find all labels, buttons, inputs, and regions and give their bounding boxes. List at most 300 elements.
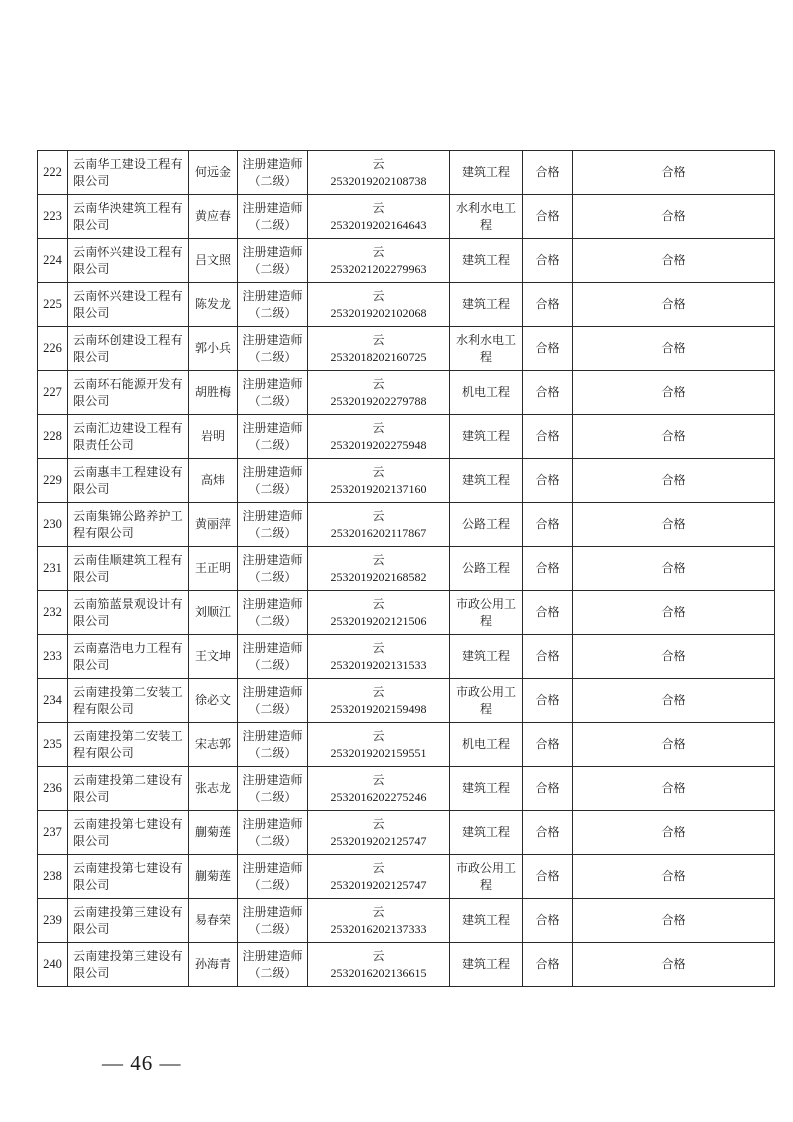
company-cell-text: 云南汇边建设工程有 (73, 420, 183, 435)
row-number-cell (38, 635, 68, 679)
result-cell-text: 合格 (535, 737, 560, 751)
final-result-cell (573, 635, 775, 679)
certificate-number-cell-text: 2532019202102068 (330, 305, 427, 320)
certificate-number-cell-text: 云 (372, 156, 385, 171)
company-cell-text: 云南建投第二安装工 (73, 684, 183, 699)
qualification-cell (238, 503, 308, 547)
row-number-cell-text: 223 (43, 209, 62, 223)
person-name-cell-text: 刘顺江 (194, 605, 231, 619)
row-number-cell (38, 371, 68, 415)
row-number-cell-text: 237 (43, 825, 62, 839)
person-name-cell (189, 547, 238, 591)
result-cell (523, 811, 573, 855)
result-cell (523, 327, 573, 371)
row-number-cell-text: 240 (43, 957, 62, 971)
result-cell-text: 合格 (535, 913, 560, 927)
qualification-cell-text: 注册建造师 (242, 464, 303, 479)
final-result-cell (573, 371, 775, 415)
certificate-number-cell-text: 2532019202125747 (330, 833, 427, 848)
specialty-cell (450, 195, 523, 239)
specialty-cell-text: 市政公用工 (455, 596, 516, 611)
specialty-cell (450, 459, 523, 503)
result-cell-text: 合格 (535, 517, 560, 531)
company-cell-text: 限公司 (73, 965, 110, 980)
final-result-cell-text: 合格 (661, 253, 686, 267)
result-cell (523, 415, 573, 459)
company-cell (68, 503, 189, 547)
certificate-number-cell-text: 2532019202159498 (330, 701, 427, 716)
specialty-cell (450, 239, 523, 283)
row-number-cell-text: 238 (43, 869, 62, 883)
certificate-number-cell (308, 899, 450, 943)
table-row (38, 415, 775, 459)
row-number-cell-text: 231 (43, 561, 62, 575)
company-cell-text: 云南怀兴建设工程有 (73, 244, 183, 259)
final-result-cell-text: 合格 (661, 957, 686, 971)
qualification-cell (238, 855, 308, 899)
row-number-cell (38, 943, 68, 987)
certificate-number-cell-text: 云 (372, 596, 385, 611)
qualification-cell (238, 415, 308, 459)
company-cell (68, 547, 189, 591)
person-name-cell-text: 宋志郭 (194, 737, 231, 751)
person-name-cell (189, 679, 238, 723)
person-name-cell (189, 195, 238, 239)
row-number-cell (38, 899, 68, 943)
person-name-cell (189, 371, 238, 415)
certificate-number-cell (308, 855, 450, 899)
certificate-number-cell-text: 云 (372, 420, 385, 435)
qualification-cell (238, 899, 308, 943)
specialty-cell-text: 公路工程 (461, 561, 510, 575)
person-name-cell-text: 徐必文 (194, 693, 231, 707)
certificate-number-cell (308, 679, 450, 723)
qualification-cell-text: 注册建造师 (242, 376, 303, 391)
table-row (38, 943, 775, 987)
qualification-cell-text: （二级） (248, 921, 297, 936)
person-name-cell-text: 张志龙 (194, 781, 231, 795)
roster-table (37, 150, 775, 987)
person-name-cell (189, 635, 238, 679)
row-number-cell-text: 226 (43, 341, 62, 355)
row-number-cell (38, 239, 68, 283)
row-number-cell (38, 195, 68, 239)
final-result-cell (573, 767, 775, 811)
certificate-number-cell-text: 2532019202168582 (330, 569, 427, 584)
final-result-cell-text: 合格 (661, 385, 686, 399)
result-cell (523, 767, 573, 811)
qualification-cell-text: （二级） (248, 173, 297, 188)
final-result-cell (573, 943, 775, 987)
qualification-cell-text: 注册建造师 (242, 288, 303, 303)
qualification-cell-text: （二级） (248, 305, 297, 320)
specialty-cell-text: 公路工程 (461, 517, 510, 531)
certificate-number-cell (308, 283, 450, 327)
company-cell-text: 云南建投第三建设有 (73, 904, 183, 919)
qualification-cell-text: 注册建造师 (242, 244, 303, 259)
result-cell-text: 合格 (535, 781, 560, 795)
row-number-cell-text: 232 (43, 605, 62, 619)
company-cell-text: 云南环创建设工程有 (73, 332, 183, 347)
certificate-number-cell-text: 云 (372, 640, 385, 655)
table-row (38, 547, 775, 591)
table-row (38, 151, 775, 195)
specialty-cell (450, 547, 523, 591)
person-name-cell-text: 胡胜梅 (194, 385, 231, 399)
certificate-number-cell-text: 2532019202121506 (330, 613, 427, 628)
table-row (38, 855, 775, 899)
company-cell-text: 云南华工建设工程有 (73, 156, 183, 171)
row-number-cell (38, 503, 68, 547)
table-row (38, 899, 775, 943)
certificate-number-cell-text: 2532019202108738 (330, 173, 427, 188)
specialty-cell-text: 建筑工程 (461, 957, 510, 971)
final-result-cell (573, 591, 775, 635)
qualification-cell-text: 注册建造师 (242, 200, 303, 215)
row-number-cell (38, 151, 68, 195)
certificate-number-cell (308, 811, 450, 855)
specialty-cell-text: 建筑工程 (461, 649, 510, 663)
qualification-cell-text: 注册建造师 (242, 860, 303, 875)
final-result-cell-text: 合格 (661, 517, 686, 531)
result-cell (523, 855, 573, 899)
person-name-cell (189, 899, 238, 943)
certificate-number-cell-text: 2532019202159551 (330, 745, 427, 760)
qualification-cell (238, 459, 308, 503)
final-result-cell-text: 合格 (661, 341, 686, 355)
page-number: — 46 — (102, 1051, 182, 1075)
row-number-cell (38, 767, 68, 811)
company-cell (68, 591, 189, 635)
person-name-cell (189, 239, 238, 283)
certificate-number-cell (308, 723, 450, 767)
qualification-cell-text: （二级） (248, 833, 297, 848)
company-cell (68, 459, 189, 503)
person-name-cell-text: 孙海青 (194, 957, 231, 971)
result-cell-text: 合格 (535, 297, 560, 311)
certificate-number-cell (308, 371, 450, 415)
certificate-number-cell-text: 2532021202279963 (330, 261, 427, 276)
specialty-cell (450, 635, 523, 679)
result-cell-text: 合格 (535, 209, 560, 223)
certificate-number-cell-text: 云 (372, 464, 385, 479)
row-number-cell-text: 236 (43, 781, 62, 795)
company-cell-text: 程有限公司 (73, 525, 135, 540)
table-row (38, 327, 775, 371)
roster-table-container (37, 150, 774, 987)
company-cell (68, 415, 189, 459)
final-result-cell-text: 合格 (661, 473, 686, 487)
qualification-cell-text: 注册建造师 (242, 728, 303, 743)
company-cell-text: 限公司 (73, 877, 110, 892)
company-cell-text: 限公司 (73, 921, 110, 936)
result-cell-text: 合格 (535, 253, 560, 267)
specialty-cell (450, 283, 523, 327)
final-result-cell-text: 合格 (661, 737, 686, 751)
qualification-cell-text: 注册建造师 (242, 552, 303, 567)
person-name-cell-text: 陈发龙 (194, 297, 231, 311)
certificate-number-cell (308, 327, 450, 371)
table-row (38, 503, 775, 547)
final-result-cell-text: 合格 (661, 209, 686, 223)
table-row (38, 239, 775, 283)
result-cell (523, 371, 573, 415)
specialty-cell-text: 市政公用工 (455, 684, 516, 699)
specialty-cell-text: 建筑工程 (461, 429, 510, 443)
qualification-cell (238, 239, 308, 283)
certificate-number-cell-text: 2532019202164643 (330, 217, 427, 232)
company-cell (68, 899, 189, 943)
specialty-cell (450, 899, 523, 943)
certificate-number-cell-text: 云 (372, 552, 385, 567)
qualification-cell-text: （二级） (248, 481, 297, 496)
result-cell (523, 195, 573, 239)
row-number-cell-text: 224 (43, 253, 62, 267)
table-row (38, 371, 775, 415)
row-number-cell-text: 225 (43, 297, 62, 311)
result-cell-text: 合格 (535, 165, 560, 179)
person-name-cell-text: 蒯菊莲 (194, 869, 231, 883)
company-cell-text: 限公司 (73, 261, 110, 276)
row-number-cell (38, 327, 68, 371)
qualification-cell-text: 注册建造师 (242, 772, 303, 787)
person-name-cell (189, 855, 238, 899)
person-name-cell-text: 蒯菊莲 (194, 825, 231, 839)
result-cell (523, 547, 573, 591)
final-result-cell-text: 合格 (661, 561, 686, 575)
result-cell (523, 239, 573, 283)
certificate-number-cell-text: 云 (372, 244, 385, 259)
company-cell (68, 723, 189, 767)
person-name-cell (189, 503, 238, 547)
qualification-cell-text: 注册建造师 (242, 156, 303, 171)
company-cell (68, 635, 189, 679)
company-cell (68, 855, 189, 899)
company-cell (68, 943, 189, 987)
person-name-cell-text: 岩明 (200, 429, 225, 443)
table-row (38, 459, 775, 503)
qualification-cell-text: （二级） (248, 217, 297, 232)
person-name-cell-text: 黄应春 (194, 209, 231, 223)
specialty-cell-text: 市政公用工 (455, 860, 516, 875)
person-name-cell-text: 黄丽萍 (194, 517, 231, 531)
specialty-cell-text: 建筑工程 (461, 825, 510, 839)
result-cell-text: 合格 (535, 473, 560, 487)
final-result-cell-text: 合格 (661, 605, 686, 619)
person-name-cell-text: 王正明 (194, 561, 231, 575)
specialty-cell-text: 程 (479, 701, 492, 716)
certificate-number-cell-text: 云 (372, 772, 385, 787)
certificate-number-cell-text: 2532016202137333 (330, 921, 427, 936)
final-result-cell (573, 459, 775, 503)
final-result-cell (573, 283, 775, 327)
result-cell (523, 591, 573, 635)
certificate-number-cell (308, 415, 450, 459)
roster-table-body (38, 151, 775, 987)
specialty-cell-text: 水利水电工 (455, 332, 516, 347)
qualification-cell-text: （二级） (248, 789, 297, 804)
specialty-cell-text: 程 (479, 613, 492, 628)
company-cell-text: 限公司 (73, 613, 110, 628)
qualification-cell (238, 327, 308, 371)
company-cell-text: 限公司 (73, 481, 110, 496)
company-cell-text: 云南华泱建筑工程有 (73, 200, 183, 215)
specialty-cell (450, 591, 523, 635)
result-cell (523, 459, 573, 503)
company-cell-text: 云南怀兴建设工程有 (73, 288, 183, 303)
company-cell-text: 限公司 (73, 173, 110, 188)
result-cell-text: 合格 (535, 429, 560, 443)
certificate-number-cell-text: 云 (372, 860, 385, 875)
result-cell (523, 635, 573, 679)
specialty-cell-text: 水利水电工 (455, 200, 516, 215)
certificate-number-cell (308, 239, 450, 283)
result-cell-text: 合格 (535, 341, 560, 355)
certificate-number-cell (308, 943, 450, 987)
final-result-cell-text: 合格 (661, 869, 686, 883)
certificate-number-cell-text: 云 (372, 200, 385, 215)
certificate-number-cell-text: 2532019202125747 (330, 877, 427, 892)
specialty-cell-text: 建筑工程 (461, 473, 510, 487)
company-cell-text: 程有限公司 (73, 745, 135, 760)
final-result-cell (573, 855, 775, 899)
qualification-cell (238, 943, 308, 987)
company-cell (68, 811, 189, 855)
specialty-cell-text: 建筑工程 (461, 253, 510, 267)
table-row (38, 635, 775, 679)
final-result-cell-text: 合格 (661, 649, 686, 663)
final-result-cell-text: 合格 (661, 913, 686, 927)
row-number-cell-text: 228 (43, 429, 62, 443)
specialty-cell (450, 679, 523, 723)
certificate-number-cell-text: 2532019202275948 (330, 437, 427, 452)
specialty-cell-text: 程 (479, 349, 492, 364)
row-number-cell (38, 679, 68, 723)
final-result-cell (573, 327, 775, 371)
qualification-cell (238, 591, 308, 635)
person-name-cell (189, 767, 238, 811)
specialty-cell-text: 建筑工程 (461, 781, 510, 795)
final-result-cell (573, 503, 775, 547)
qualification-cell (238, 151, 308, 195)
table-row (38, 591, 775, 635)
person-name-cell-text: 王文坤 (194, 649, 231, 663)
qualification-cell-text: （二级） (248, 745, 297, 760)
person-name-cell-text: 郭小兵 (194, 341, 231, 355)
company-cell-text: 限公司 (73, 393, 110, 408)
specialty-cell-text: 机电工程 (461, 737, 510, 751)
table-row (38, 767, 775, 811)
row-number-cell (38, 547, 68, 591)
certificate-number-cell (308, 195, 450, 239)
company-cell-text: 云南建投第三建设有 (73, 948, 183, 963)
qualification-cell-text: 注册建造师 (242, 420, 303, 435)
specialty-cell (450, 151, 523, 195)
certificate-number-cell (308, 459, 450, 503)
row-number-cell (38, 459, 68, 503)
result-cell-text: 合格 (535, 957, 560, 971)
company-cell-text: 程有限公司 (73, 701, 135, 716)
certificate-number-cell (308, 503, 450, 547)
person-name-cell (189, 283, 238, 327)
specialty-cell-text: 程 (479, 877, 492, 892)
qualification-cell-text: （二级） (248, 701, 297, 716)
qualification-cell (238, 679, 308, 723)
table-row (38, 679, 775, 723)
person-name-cell (189, 327, 238, 371)
person-name-cell (189, 591, 238, 635)
specialty-cell-text: 机电工程 (461, 385, 510, 399)
company-cell (68, 283, 189, 327)
certificate-number-cell-text: 2532018202160725 (330, 349, 427, 364)
qualification-cell (238, 371, 308, 415)
person-name-cell-text: 何远金 (194, 165, 231, 179)
company-cell-text: 云南集锦公路养护工 (73, 508, 183, 523)
qualification-cell-text: （二级） (248, 437, 297, 452)
row-number-cell-text: 229 (43, 473, 62, 487)
row-number-cell-text: 233 (43, 649, 62, 663)
specialty-cell (450, 371, 523, 415)
qualification-cell-text: 注册建造师 (242, 816, 303, 831)
company-cell-text: 云南建投第二安装工 (73, 728, 183, 743)
certificate-number-cell-text: 云 (372, 508, 385, 523)
qualification-cell-text: 注册建造师 (242, 684, 303, 699)
qualification-cell-text: （二级） (248, 569, 297, 584)
company-cell-text: 限公司 (73, 349, 110, 364)
certificate-number-cell-text: 云 (372, 376, 385, 391)
certificate-number-cell-text: 云 (372, 904, 385, 919)
final-result-cell (573, 899, 775, 943)
final-result-cell-text: 合格 (661, 781, 686, 795)
certificate-number-cell-text: 云 (372, 816, 385, 831)
qualification-cell-text: （二级） (248, 393, 297, 408)
row-number-cell-text: 239 (43, 913, 62, 927)
row-number-cell (38, 723, 68, 767)
company-cell-text: 云南嘉浩电力工程有 (73, 640, 183, 655)
result-cell-text: 合格 (535, 693, 560, 707)
specialty-cell (450, 415, 523, 459)
specialty-cell (450, 855, 523, 899)
qualification-cell (238, 283, 308, 327)
table-row (38, 723, 775, 767)
qualification-cell-text: 注册建造师 (242, 596, 303, 611)
row-number-cell-text: 230 (43, 517, 62, 531)
person-name-cell-text: 吕文照 (194, 253, 231, 267)
result-cell-text: 合格 (535, 385, 560, 399)
company-cell (68, 151, 189, 195)
row-number-cell-text: 234 (43, 693, 62, 707)
qualification-cell-text: （二级） (248, 349, 297, 364)
row-number-cell (38, 591, 68, 635)
result-cell (523, 503, 573, 547)
final-result-cell-text: 合格 (661, 297, 686, 311)
company-cell-text: 限公司 (73, 833, 110, 848)
person-name-cell (189, 811, 238, 855)
result-cell-text: 合格 (535, 649, 560, 663)
table-row (38, 195, 775, 239)
company-cell-text: 限公司 (73, 305, 110, 320)
company-cell (68, 679, 189, 723)
result-cell-text: 合格 (535, 869, 560, 883)
company-cell-text: 云南建投第七建设有 (73, 860, 183, 875)
certificate-number-cell (308, 547, 450, 591)
company-cell-text: 云南惠丰工程建设有 (73, 464, 183, 479)
specialty-cell-text: 程 (479, 217, 492, 232)
row-number-cell-text: 222 (43, 165, 62, 179)
row-number-cell (38, 855, 68, 899)
final-result-cell-text: 合格 (661, 165, 686, 179)
certificate-number-cell (308, 151, 450, 195)
